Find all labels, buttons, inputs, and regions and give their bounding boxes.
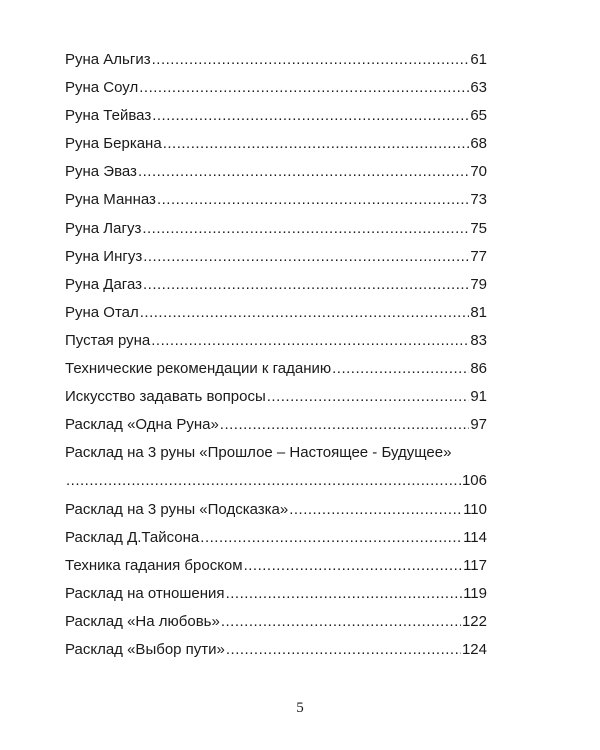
toc-entry-title: Руна Манназ (65, 191, 156, 209)
toc-entry (65, 243, 487, 271)
toc-entry-title: Технические рекомендации к гаданию (65, 360, 332, 378)
toc-entry-page: 73 (470, 191, 487, 209)
toc-entry-title: Расклад на отношения (65, 584, 225, 602)
toc-entry-page: 124 (461, 640, 487, 658)
toc-entry-title: Руна Беркана (65, 135, 162, 153)
toc-entry-page: 114 (463, 528, 487, 546)
toc-entry (65, 327, 487, 355)
dot-leader (226, 636, 461, 664)
toc-entry (65, 580, 487, 608)
dot-leader (138, 158, 469, 186)
toc-entry-title: Руна Соул (65, 79, 139, 97)
toc-entry (65, 158, 487, 186)
toc-entry (65, 467, 487, 495)
toc-entry-title: Руна Лагуз (65, 219, 142, 237)
toc-entry-page: 81 (470, 303, 487, 321)
toc-entry (65, 74, 487, 102)
dot-leader (139, 74, 469, 102)
toc-entry (65, 524, 487, 552)
toc-entry-title: Расклад на 3 руны «Подсказка» (65, 500, 289, 518)
toc-entry-title: Расклад «На любовь» (65, 612, 220, 630)
dot-leader (151, 327, 469, 355)
toc-entry-title: Расклад «Выбор пути» (65, 640, 225, 658)
toc-entry-title: Искусство задавать вопросы (65, 388, 266, 406)
toc-entry-page: 65 (470, 107, 487, 125)
dot-leader (267, 383, 470, 411)
toc-entry-title: Расклад на 3 руны «Прошлое – Настоящее - Будущее» (65, 444, 452, 462)
dot-leader (200, 524, 462, 552)
toc-entry-title: Техника гадания броском (65, 556, 243, 574)
toc-entry (65, 608, 487, 636)
toc-entry-title: Пустая руна (65, 331, 151, 349)
toc-entry-page: 83 (470, 331, 487, 349)
toc-entry-title: Руна Тейваз (65, 107, 152, 125)
dot-leader (152, 102, 469, 130)
toc-entry-page: 97 (470, 416, 487, 434)
dot-leader (140, 299, 470, 327)
toc-entry-title: Руна Дагаз (65, 275, 142, 293)
dot-leader (221, 608, 461, 636)
toc-entry-title: Руна Ингуз (65, 247, 143, 265)
dot-leader (289, 496, 462, 524)
dot-leader (244, 552, 462, 580)
toc-entry-page: 70 (470, 163, 487, 181)
toc-entry (65, 46, 487, 74)
dot-leader (143, 271, 469, 299)
toc-entry-page: 68 (470, 135, 487, 153)
dot-leader (143, 243, 469, 271)
toc-entry-page: 110 (463, 500, 487, 518)
toc-entry-title: Руна Альгиз (65, 51, 151, 68)
toc-entry-page: 122 (461, 612, 487, 630)
toc-entry (65, 299, 487, 327)
toc-entry-title: Руна Отал (65, 303, 139, 321)
toc-entry (65, 636, 487, 664)
table-of-contents (65, 46, 487, 664)
toc-entry (65, 130, 487, 158)
toc-entry-page: 91 (470, 388, 487, 406)
toc-entry-title: Руна Эваз (65, 163, 137, 181)
toc-entry (65, 271, 487, 299)
toc-entry-page: 77 (470, 247, 487, 265)
toc-entry (65, 215, 487, 243)
toc-entry-page: 79 (470, 275, 487, 293)
toc-entry-page: 86 (470, 360, 487, 378)
dot-leader (226, 580, 463, 608)
dot-leader (332, 355, 469, 383)
toc-entry (65, 355, 487, 383)
toc-entry-page: 119 (463, 584, 487, 602)
dot-leader (142, 215, 469, 243)
dot-leader (220, 411, 470, 439)
dot-leader (163, 130, 470, 158)
toc-entry-page: 63 (470, 79, 487, 97)
toc-entry-title: Расклад Д.Тайсона (65, 528, 200, 546)
toc-entry (65, 496, 487, 524)
page-number: 5 (296, 700, 304, 716)
toc-entry (65, 552, 487, 580)
toc-entry (65, 411, 487, 439)
dot-leader (152, 46, 470, 74)
toc-entry (65, 102, 487, 130)
toc-entry-page: 106 (461, 472, 487, 490)
toc-entry-page: 75 (470, 219, 487, 237)
toc-entry (65, 439, 487, 467)
toc-entry-page: 117 (463, 556, 487, 574)
dot-leader (157, 186, 469, 214)
dot-leader (66, 467, 461, 495)
toc-entry-page: 61 (470, 51, 487, 68)
toc-entry-title: Расклад «Одна Руна» (65, 416, 219, 434)
toc-entry (65, 186, 487, 214)
toc-entry (65, 383, 487, 411)
